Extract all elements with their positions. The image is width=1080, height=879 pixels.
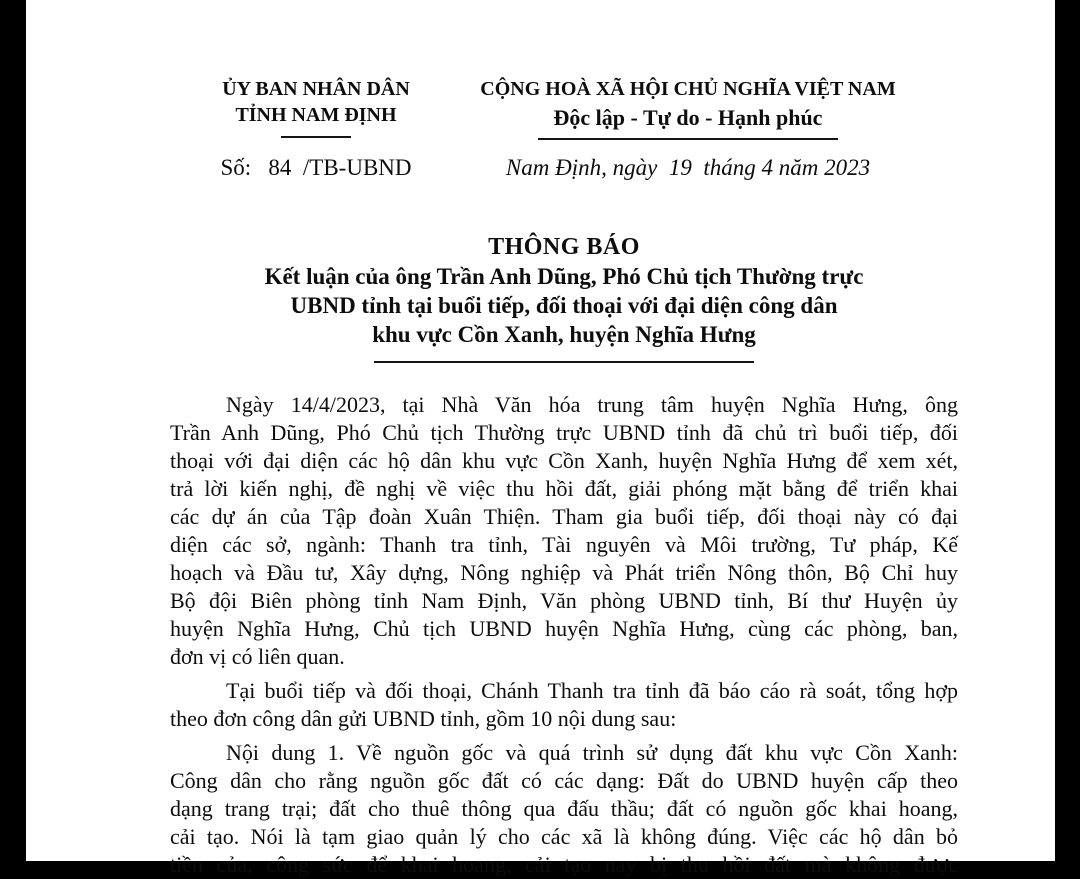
text-line: theo đơn công dân gửi UBND tỉnh, gồm 10 nội dung sau: [170, 706, 677, 731]
issuing-authority-block [166, 76, 466, 182]
authority-underline [281, 136, 351, 138]
text-line: Công dân cho rằng nguồn gốc đất có các dạng: Đất do UBND huyện cấp theo [170, 768, 958, 793]
text-line: Nội dung 1. Về nguồn gốc và quá trình sử dụng đất khu vực Cồn Xanh: [226, 740, 958, 765]
national-motto-block [473, 76, 903, 182]
paragraph [170, 391, 958, 671]
text-line: Tại buổi tiếp và đối thoại, Chánh Thanh tra tỉnh đã báo cáo rà soát, tổng hợp [226, 678, 958, 703]
document-subject-line3: khu vực Cồn Xanh, huyện Nghĩa Hưng [372, 322, 756, 347]
issuing-authority-line2: TỈNH NAM ĐỊNH [235, 104, 397, 126]
text-line: huyện Nghĩa Hưng, Chủ tịch UBND huyện Nghĩa Hưng, cùng các phòng, ban, [170, 616, 958, 641]
document-content [170, 232, 958, 877]
clipped-text-line: tiền của, công sức để khai hoang, cải tạo nay bị thu hồi đất mà không được [170, 852, 958, 877]
text-line: dạng trang trại; đất cho thuê thông qua đấu thầu; đất có nguồn gốc khai hoang, [170, 796, 958, 821]
document-subject-line2: UBND tỉnh tại buổi tiếp, đối thoại với đại diện công dân [290, 293, 838, 318]
text-line: cải tạo. Nói là tạm giao quản lý cho các xã là không đúng. Việc các hộ dân bỏ [170, 824, 958, 849]
title-underline [374, 361, 754, 363]
text-line: Trần Anh Dũng, Phó Chủ tịch Thường trực UBND tỉnh đã chủ trì buổi tiếp, đối [170, 420, 958, 445]
text-line: thoại với đại diện các hộ dân khu vực Cồn Xanh, huyện Nghĩa Hưng để xem xét, [170, 448, 958, 473]
title-block [170, 232, 958, 363]
body-text [170, 391, 958, 877]
text-line: đơn vị có liên quan. [170, 644, 345, 669]
text-line: diện các sở, ngành: Thanh tra tỉnh, Tài nguyên và Môi trường, Tư pháp, Kế [170, 532, 958, 557]
document-page [26, 0, 1055, 877]
national-motto: Độc lập - Tự do - Hạnh phúc [553, 105, 823, 130]
text-line: hoạch và Đầu tư, Xây dựng, Nông nghiệp và Phát triển Nông thôn, Bộ Chỉ huy [170, 560, 958, 585]
document-header [26, 0, 1055, 182]
paragraph [170, 677, 958, 733]
text-line: Ngày 14/4/2023, tại Nhà Văn hóa trung tâm huyện Nghĩa Hưng, ông [226, 392, 958, 417]
document-type-title: THÔNG BÁO [488, 234, 640, 260]
text-line: các dự án của Tập đoàn Xuân Thiện. Tham gia buổi tiếp, đối thoại này có đại [170, 504, 958, 529]
document-subject-line1: Kết luận của ông Trần Anh Dũng, Phó Chủ tịch Thường trực [264, 264, 864, 289]
text-line: Bộ đội Biên phòng tỉnh Nam Định, Văn phòng UBND tỉnh, Bí thư Huyện ủy [170, 588, 958, 613]
place-dateline: Nam Định, ngày 19 tháng 4 năm 2023 [505, 155, 871, 180]
republic-name: CỘNG HOÀ XÃ HỘI CHỦ NGHĨA VIỆT NAM [480, 78, 896, 100]
document-number: Số: 84 /TB-UBND [220, 155, 412, 180]
motto-underline [538, 138, 838, 140]
issuing-authority-line1: ỦY BAN NHÂN DÂN [222, 78, 410, 100]
paragraph [170, 739, 958, 877]
text-line: trả lời kiến nghị, đề nghị về việc thu hồi đất, giải phóng mặt bằng để triển khai [170, 476, 958, 501]
